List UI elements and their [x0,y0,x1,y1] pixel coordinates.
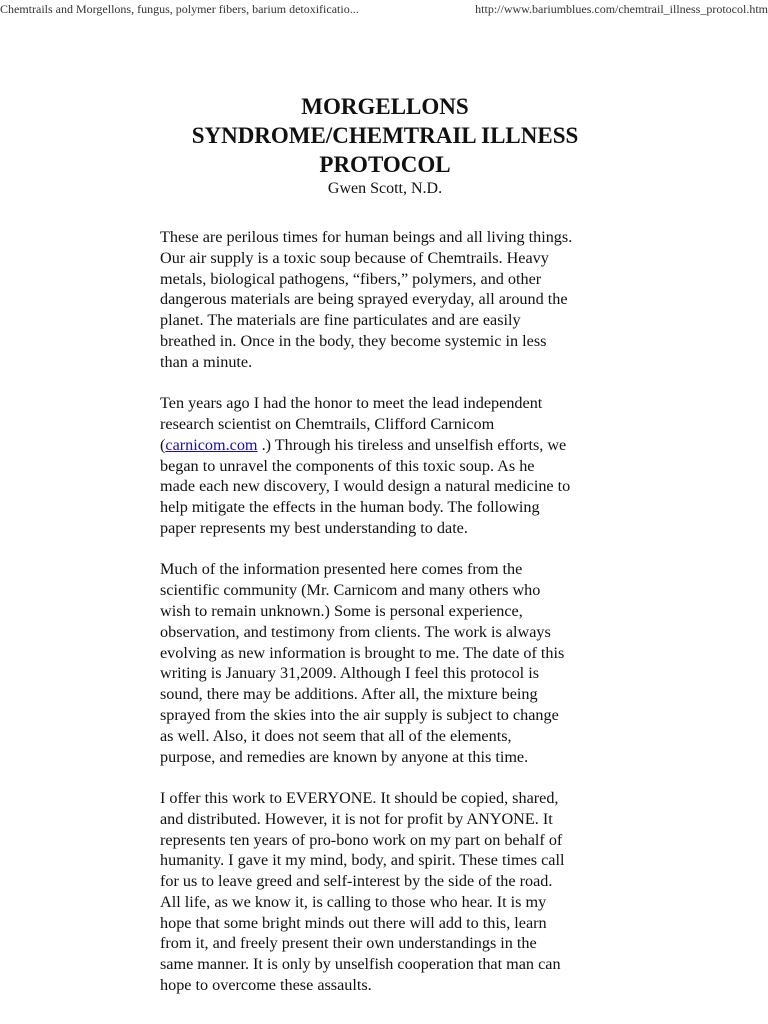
paragraph-carnicom-text-after: .) Through his tireless and unselfish efforts, we began to unravel the components of this toxic soup. As he made each new discovery, I would design a natural medicine to help mitigate the effects in the human body. The following paper represents my best understanding to date. [160,435,571,537]
paragraph-sources: Much of the information presented here comes from the scientific community (Mr. Carnicom and many others who wish to remain unknown.) Some is personal experience, observation, and testimony from clients. The work is always evolving as new information is brought to me. The date of this writing is January 31,2009. Although I feel this protocol is sound, there may be additions. After all, the mixture being sprayed from the skies into the air supply is subject to change as well. Also, it does not seem that all of the elements, purpose, and remedies are known by anyone at this time. [160,560,565,766]
document-author: Gwen Scott, N.D. [327,180,443,197]
document-page [160,92,610,1016]
paragraph-carnicom [160,393,610,539]
carnicom-link[interactable]: carnicom.com [165,435,258,454]
paragraph-offer: I offer this work to EVERYONE. It should be copied, shared, and distributed. However, it is not for profit by ANYONE. It represents ten years of pro-bono work on my part on behalf of humanity. I gave it my mind, body, and spirit. These times call for us to leave greed and self-interest by the side of the road. All life, as we know it, is calling to those who hear. It is my hope that some bright minds out there will add to this, learn from it, and freely present their own understandings in the same manner. It is only by unselfish cooperation that man can hope to overcome these assaults. [160,788,565,995]
print-header-url: http://www.bariumblues.com/chemtrail_illness_protocol.htm [475,2,768,16]
print-header-page-title: Chemtrails and Morgellons, fungus, polymer fibers, barium detoxificatio... [0,2,359,16]
document-title-text: MORGELLONS SYNDROME/CHEMTRAIL ILLNESS PROTOCOL [191,94,579,177]
document-title [160,92,610,179]
print-header [0,0,768,18]
paragraph-carnicom-text-before: Ten years ago I had the honor to meet the lead independent research scientist on Chemtrails, Clifford Carnicom ( [160,394,543,454]
paragraph-intro: These are perilous times for human beings and all living things. Our air supply is a toxic soup because of Chemtrails. Heavy metals, biological pathogens, “fibers,” polymers, and other dangerous materials are being sprayed everyday, all around the planet. The materials are fine particulates and are easily breathed in. Once in the body, they become systemic in less than a minute. [160,228,573,371]
